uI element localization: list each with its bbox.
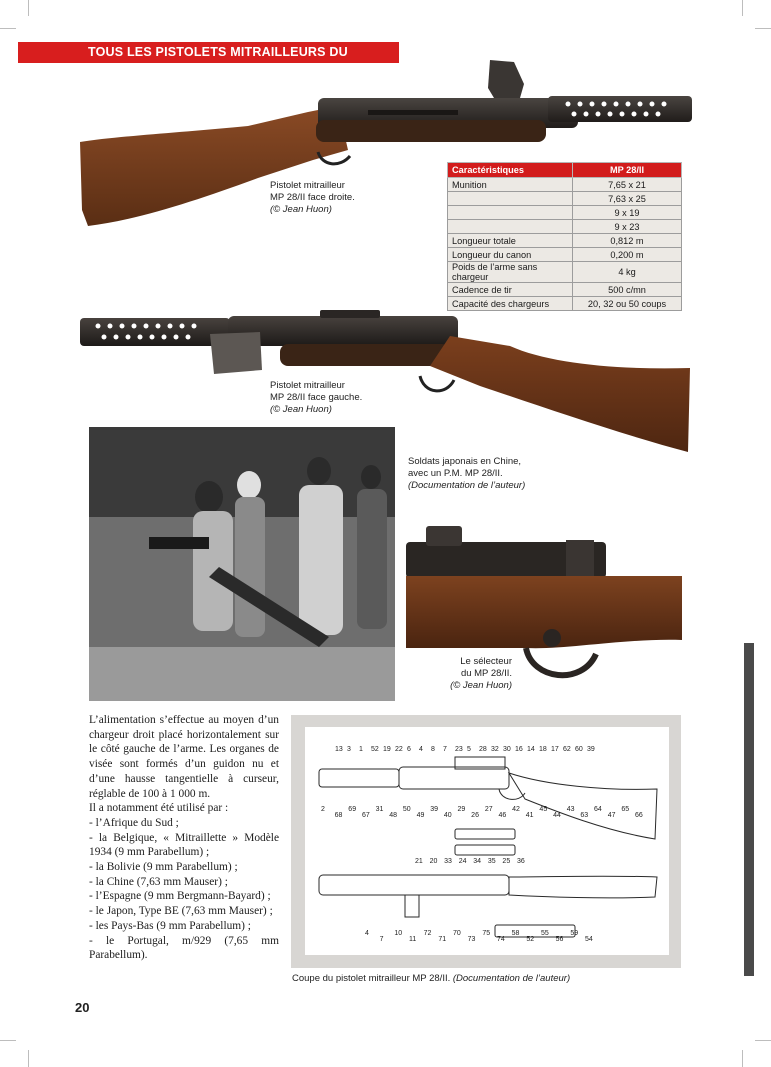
diagram-caption-main: Coupe du pistolet mitrailleur MP 28/II.: [292, 973, 451, 984]
crop-mark: [755, 28, 771, 29]
diagram-callout-label: 24: [458, 858, 467, 865]
table-row: [448, 206, 682, 220]
table-row: [448, 248, 682, 262]
list-item: - la Belgique, « Mitraillette » Modèle 1934 (9 mm Parabellum) ;: [89, 831, 279, 859]
table-row: [448, 178, 682, 192]
diagram-callout-label: 74: [497, 936, 505, 943]
caption-line: MP 28/II face gauche.: [270, 392, 363, 403]
diagram-callout-label: 39: [587, 746, 595, 753]
diagram-callout-label: 19: [383, 746, 391, 753]
edge-photo-fragment: [744, 643, 754, 976]
diagram-callout-label: 52: [371, 746, 379, 753]
caption-line: Soldats japonais en Chine,: [408, 456, 522, 467]
row-label: Longueur du canon: [448, 248, 573, 262]
diagram-callout-label: 69: [348, 806, 357, 813]
row-value: 7,65 x 21: [573, 178, 682, 192]
diagram-callout-label: 50: [402, 806, 411, 813]
table-row: [448, 283, 682, 297]
row-label: Capacité des chargeurs: [448, 297, 573, 311]
row-label: Munition: [448, 178, 573, 192]
diagram-callout-label: 59: [570, 930, 579, 937]
caption-credit: (Documentation de l’auteur): [408, 480, 526, 491]
soldiers-photo: [89, 427, 395, 701]
diagram-callout-label: 27: [484, 806, 493, 813]
diagram-panel: [305, 727, 669, 955]
diagram-callout-label: 10: [394, 930, 403, 937]
body-paragraph: Il a notamment été utilisé par :: [89, 802, 229, 815]
list-item: - la Chine (7,63 mm Mauser) ;: [89, 875, 228, 888]
body-paragraph: L’alimentation s’effectue au moyen d’un chargeur droit placé horizontalement sur le côté gauche de l’arme. Les organes de visée sont formés d’un guidon nu et d’une hausse tangentielle à curseur, réglable de 100 à 1 000 m.: [89, 714, 279, 800]
diagram-callout-label: 67: [361, 812, 370, 819]
crop-mark: [742, 1050, 743, 1067]
caption-credit: (© Jean Huon): [270, 204, 332, 215]
row-label: Longueur totale: [448, 234, 573, 248]
diagram-callout-label: 49: [416, 812, 425, 819]
table-header-value: MP 28/II: [573, 163, 682, 178]
diagram-callout-label: 28: [479, 746, 487, 753]
diagram-callout-label: 64: [594, 806, 602, 813]
diagram-callout-label: 34: [473, 858, 482, 865]
caption-line: avec un P.M. MP 28/II.: [408, 468, 503, 479]
diagram-callout-label: 7: [443, 746, 447, 753]
table-row: [448, 220, 682, 234]
crop-mark: [742, 0, 743, 16]
table-header-label: Caractéristiques: [448, 163, 573, 178]
diagram-callout-label: 11: [409, 936, 417, 943]
diagram-callout-label: 2: [321, 806, 325, 813]
list-item: - les Pays-Bas (9 mm Parabellum) ;: [89, 919, 251, 932]
diagram-callout-label: 66: [635, 812, 643, 819]
list-item: - la Bolivie (9 mm Parabellum) ;: [89, 861, 238, 874]
diagram-callout-label: 7: [379, 936, 384, 943]
diagram-callout-label: 33: [444, 858, 452, 865]
diagram-callout-label: 31: [375, 806, 384, 813]
diagram-callout-label: 4: [365, 930, 369, 937]
diagram-callout-label: 41: [525, 812, 534, 819]
list-item: - l’Espagne (9 mm Bergmann-Bayard) ;: [89, 890, 271, 903]
list-item: - le Japon, Type BE (7,63 mm Mauser) ;: [89, 905, 273, 918]
row-value: 0,812 m: [573, 234, 682, 248]
diagram-callout-label: 35: [487, 858, 496, 865]
caption-gun-right: [270, 180, 355, 216]
row-value: 9 x 23: [573, 220, 682, 234]
table-header-row: [448, 163, 682, 178]
diagram-callout-label: 48: [389, 812, 398, 819]
diagram-callout-label: 43: [566, 806, 575, 813]
diagram-callout-label: 58: [511, 930, 520, 937]
table-row: [448, 262, 682, 283]
diagram-callout-label: 42: [512, 806, 520, 813]
caption-line: Pistolet mitrailleur: [270, 380, 345, 391]
list-item: - le Portugal, m/929 (7,65 mm Parabellum).: [89, 934, 279, 962]
diagram-callout-label: 44: [553, 812, 561, 819]
crop-mark: [28, 0, 29, 16]
diagram-callout-label: 13: [335, 746, 343, 753]
diagram-callout-label: 52: [526, 936, 535, 943]
diagram-callout-label: 47: [607, 812, 616, 819]
caption-credit: (© Jean Huon): [450, 680, 512, 691]
diagram-callout-label: 46: [498, 812, 507, 819]
diagram-callout-label: 36: [517, 858, 525, 865]
page-number: 20: [75, 1000, 90, 1015]
diagram-callout-label: 26: [471, 812, 479, 819]
crop-mark: [755, 1040, 771, 1041]
diagram-callout-label: 68: [334, 812, 343, 819]
diagram-callout-label: 21: [415, 858, 423, 865]
diagram-callout-label: 75: [482, 930, 491, 937]
diagram-callout-label: 8: [431, 746, 435, 753]
users-list: [89, 816, 279, 963]
diagram-callout-label: 5: [467, 746, 471, 753]
caption-line: MP 28/II face droite.: [270, 192, 355, 203]
row-label: [448, 192, 573, 206]
diagram-callout-label: 23: [455, 746, 463, 753]
crop-mark: [28, 1050, 29, 1067]
diagram-callout-label: 30: [503, 746, 511, 753]
diagram-callout-label: 40: [443, 812, 452, 819]
row-value: 500 c/mn: [573, 283, 682, 297]
diagram-callout-label: 1: [359, 746, 363, 753]
crop-mark: [0, 28, 16, 29]
diagram-callout-label: 18: [539, 746, 547, 753]
diagram-callout-label: 29: [457, 806, 466, 813]
diagram-callout-label: 63: [580, 812, 589, 819]
table-row: [448, 234, 682, 248]
row-value: 0,200 m: [573, 248, 682, 262]
row-value: 7,63 x 25: [573, 192, 682, 206]
row-label: Poids de l’arme sans chargeur: [448, 262, 573, 283]
row-value: 20, 32 ou 50 coups: [573, 297, 682, 311]
diagram-callout-label: 3: [347, 746, 351, 753]
row-value: 4 kg: [573, 262, 682, 283]
caption-gun-left: [270, 380, 362, 416]
caption-line: du MP 28/II.: [460, 668, 512, 679]
diagram-callout-label: 70: [453, 930, 461, 937]
table-row: [448, 192, 682, 206]
diagram-callout-label: 55: [541, 930, 549, 937]
caption-soldiers: [408, 456, 525, 492]
diagram-callout-label: 4: [419, 746, 423, 753]
chapter-header: TOUS LES PISTOLETS MITRAILLEURS DU MONDE: [18, 42, 399, 63]
diagram-callout-label: 65: [621, 806, 630, 813]
diagram-callout-label: 39: [430, 806, 439, 813]
diagram-callout-label: 6: [407, 746, 411, 753]
row-label: [448, 220, 573, 234]
diagram-callout-label: 22: [395, 746, 403, 753]
list-item: - l’Afrique du Sud ;: [89, 816, 179, 829]
row-label: [448, 206, 573, 220]
diagram-callout-label: 54: [585, 936, 593, 943]
diagram-callout-label: 14: [527, 746, 535, 753]
diagram-callout-label: 72: [423, 930, 432, 937]
spec-table: [447, 162, 682, 311]
row-label: Cadence de tir: [448, 283, 573, 297]
diagram-callout-label: 45: [539, 806, 548, 813]
diagram-caption: [292, 973, 570, 984]
caption-selector: [445, 656, 512, 692]
crop-mark: [0, 1040, 16, 1041]
diagram-callout-label: 32: [491, 746, 499, 753]
diagram-caption-credit: (Documentation de l’auteur): [452, 973, 571, 984]
diagram-callout-label: 56: [555, 936, 564, 943]
row-value: 9 x 19: [573, 206, 682, 220]
caption-line: Le sélecteur: [460, 656, 512, 667]
caption-line: Pistolet mitrailleur: [270, 180, 345, 191]
diagram-callout-label: 17: [551, 746, 559, 753]
diagram-callout-label: 16: [515, 746, 523, 753]
caption-credit: (© Jean Huon): [270, 404, 332, 415]
body-text: [89, 713, 279, 963]
diagram-callout-label: 62: [563, 746, 571, 753]
diagram-callout-label: 71: [438, 936, 447, 943]
diagram-callout-label: 60: [575, 746, 583, 753]
cutaway-diagram: [305, 727, 669, 955]
diagram-callout-label: 25: [502, 858, 511, 865]
diagram-callout-label: 73: [467, 936, 476, 943]
diagram-callout-label: 20: [429, 858, 438, 865]
